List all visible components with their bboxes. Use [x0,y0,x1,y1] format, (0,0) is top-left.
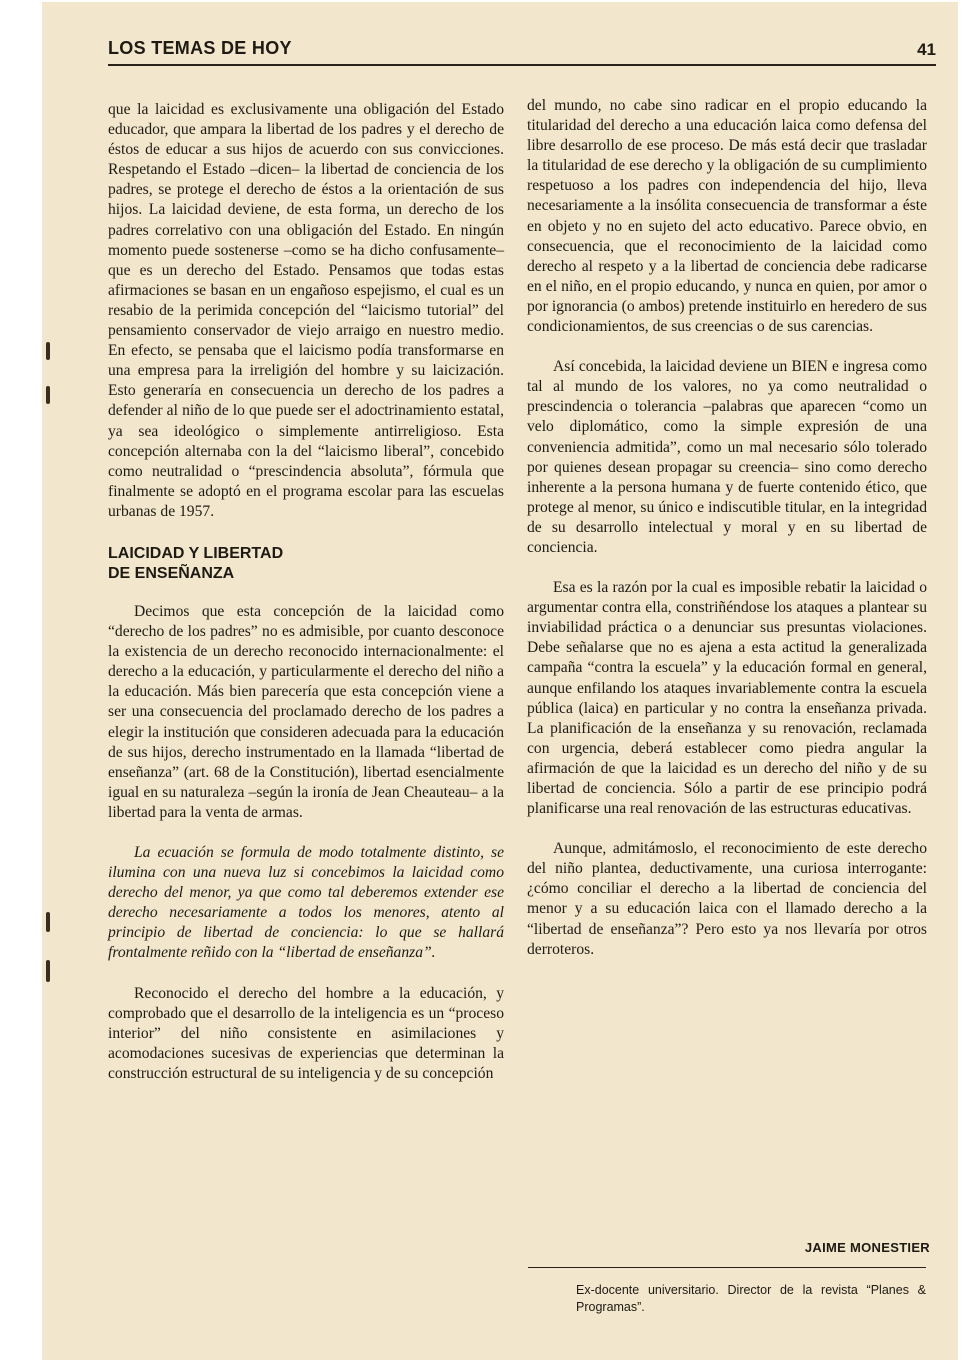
paragraph: Reconocido el derecho del hombre a la educación, y comprobado que el desarrollo de la inteligencia es un “proceso interior” del niño consistente en asimilaciones y acomodaciones sucesivas de experiencias que determinan la construcción estructural de su inteligencia y de su concepción [108,984,504,1082]
page-header [108,38,936,66]
section-heading: LAICIDAD Y LIBERTAD DE ENSEÑANZA [108,544,284,582]
paragraph: del mundo, no cabe sino radicar en el propio educando la titularidad del derecho a una educación laica como defensa del libre desarrollo de ese proceso. De más está decir que trasladar la titularidad de ese derecho y la obligación de su cumplimiento respetuoso a los padres con independencia del hijo, lleva necesariamente a la insólita consecuencia de transformar a éste en objeto y no en sujeto del acto educativo. Parece obvio, en consecuencia, que el reconocimiento de la laicidad como derecho al respeto y a la libertad de conciencia debe radicarse en el niño, en el propio educando, y nunca en quien, por amor o por ignorancia (o ambos) pretende instituirlo en heredero de sus condicionamientos, de sus creencias o de sus carencias. [527,97,927,336]
paragraph: Aunque, admitámoslo, el reconocimiento de este derecho del niño plantea, deductivamente, una curiosa interrogante: ¿cómo conciliar el derecho a la libertad de conciencia del menor y a su educación laica con el llamado derecho a la “libertad de enseñanza”? Pero esto ya nos llevaría por otros derroteros. [527,840,927,958]
paragraph: que la laicidad es exclusivamente una obligación del Estado educador, que ampara la libertad de los padres y el derecho de éstos de educar a sus hijos de acuerdo con sus convicciones. Respetando el Estado –dicen– la libertad de conciencia de los padres, se protege el derecho de éstos a la orientación de sus hijos. La laicidad deviene, de esta forma, un derecho de los padres correlativo con una obligación del Estado. En ningún momento puede sostenerse –como se ha dicho confusamente– que es un derecho del Estado. Pensamos que todas estas afirmaciones se basan en un engañoso espejismo, el cual es un resabio de la perimida concepción del “laicismo tutorial” del pensamiento conservador de viejo arraigo en nuestro medio. En efecto, se pensaba que el laicismo podía transformarse en una empresa para la irreligión del hombre y su laicización. Esto generaría en consecuencia un derecho de los padres a defender al niño de lo que puede ser el adoctrinamiento estatal, ya sea ideológico o simplemente antirreligioso. Esta concepción alternaba con la del “laicismo liberal”, concebido como neutralidad o “prescindencia absoluta”, fórmula que finalmente se adoptó en el programa escolar para las escuelas urbanas de 1957. [108,101,504,520]
left-column [108,100,504,1084]
running-head: LOS TEMAS DE HOY [108,38,292,58]
margin-mark [46,912,50,932]
margin-mark [46,342,50,360]
italic-paragraph: La ecuación se formula de modo totalmente distinto, se ilumina con una nueva luz si concebimos la laicidad como derecho del menor, ya que como tal deberemos extender ese derecho necesariamente a todos los menores, atento al principio de libertad de conciencia: lo que se hallará frontalmente reñido con la “libertad de enseñanza”. [108,844,504,962]
author-bio: Ex-docente universitario. Director de la revista “Planes & Programas”. [576,1283,926,1314]
divider [528,1267,926,1268]
margin-mark [46,960,50,982]
right-column [527,96,927,960]
paragraph: Así concebida, la laicidad deviene un BIEN e ingresa como tal al mundo de los valores, no ya como neutralidad o prescindencia o tolerancia –palabras que aparecen “como un velo diplomático, como la simple expresión de una conveniencia admitida”, como un mal necesario sólo tolerado por quienes desean propagar su creencia– sino como derecho inherente a la persona humana y de fuerte contenido ético, que protege al menor, su único e indiscutible titular, en la integridad de su desarrollo intelectual y moral y en su libertad de conciencia. [527,358,927,556]
margin-mark [46,386,50,404]
author-name: JAIME MONESTIER [804,1240,930,1255]
page-number: 41 [917,40,936,59]
paragraph: Esa es la razón por la cual es imposible rebatir la laicidad o argumentar contra ella, constriñéndose los ataques a plantear su inviabilidad práctica o a denunciar sus presuntas violaciones. Debe señalarse que no es ajena a esta actitud la generalizada campaña “contra la escuela” y la educación formal en general, aunque enfilando los ataques invariablemente contra la escuela pública (laica) en particular y no contra la enseñanza privada. La planificación de la enseñanza y su renovación, reclamada con urgencia, deberá establecer como piedra angular la afirmación de que la laicidad es un derecho del niño y de su libertad de conciencia. Sólo a partir de ese principio podrá planificarse una real renovación de las estructuras educativas. [527,579,927,818]
paragraph: Decimos que esta concepción de la laicidad como “derecho de los padres” no es admisible, por cuanto desconoce la existencia de un derecho reconocido internacionalmente: el derecho a la educación, y particularmente el derecho del niño a la educación. Más bien parecería que esta concepción viene a ser una consecuencia del proclamado derecho de los padres a elegir la institución que consideren adecuada para la educación de sus hijos, derecho instrumentado en la llamada “libertad de enseñanza” (art. 68 de la Constitución), libertad esencialmente igual en su naturaleza –según la ironía de Jean Cheauteau– a la libertad para la venta de armas. [108,602,504,821]
